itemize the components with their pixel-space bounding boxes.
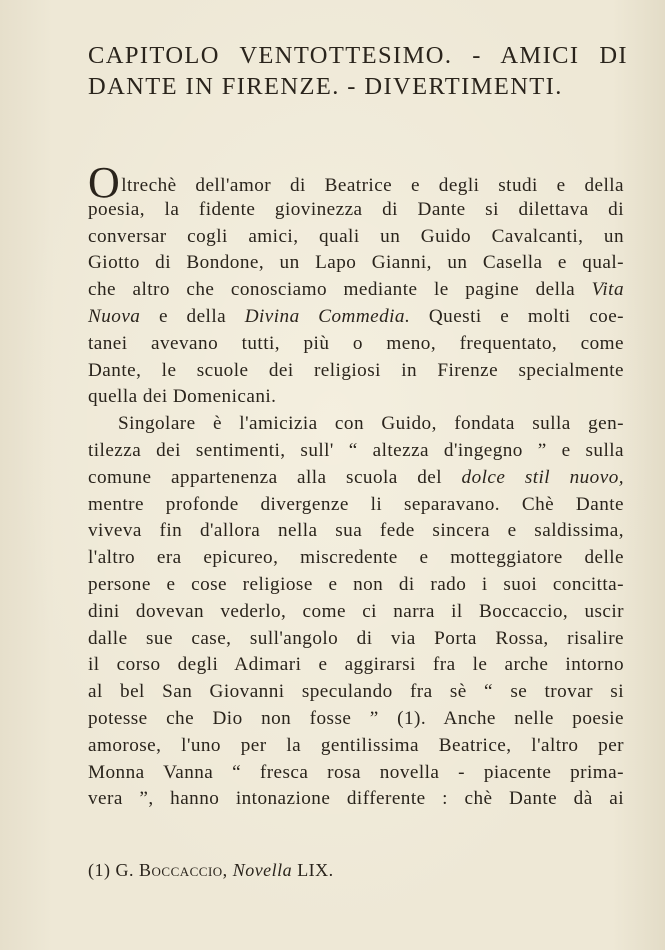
paragraph-1-line: tanei avevano tutti, più o meno, frequentato, come [88, 332, 624, 354]
paragraph-1-line: conversar cogli amici, quali un Guido Cavalcanti, un [88, 225, 624, 247]
paragraph-2-line: il corso degli Adimari e aggirarsi fra le arche intorno [88, 654, 624, 676]
footnote-author: Boccaccio, [139, 860, 228, 880]
footnote-marker: (1) G. [88, 860, 139, 880]
footnote [88, 858, 624, 882]
italic-title: Nuova [88, 305, 141, 327]
chapter-title-line-1: CAPITOLO VENTOTTESIMO. - AMICI DI [88, 42, 628, 69]
paragraph-2-line: potesse che Dio non fosse ” (1). Anche nelle poesie [88, 707, 624, 729]
paragraph-2-line: viveva fin d'allora nella sua fede sincera e saldissima, [88, 520, 624, 542]
italic-title: Divina Commedia. [244, 305, 411, 327]
paragraph-2-line: persone e cose religiose e non di rado i suoi concitta- [88, 573, 624, 595]
paragraph-2-line: Singolare è l'amicizia con Guido, fondata sulla gen- [118, 413, 624, 435]
body-text [88, 158, 625, 813]
paragraph-1-line: Oltrechè dell'amor di Beatrice e degli studi e della [88, 158, 624, 207]
italic-phrase: dolce stil nuovo, [461, 466, 624, 488]
italic-title: Vita [591, 279, 624, 301]
chapter-title [88, 40, 628, 102]
paragraph-1-line: Giotto di Bondone, un Lapo Gianni, un Casella e qual- [88, 252, 624, 274]
paragraph-2-line: amorose, l'uno per la gentilissima Beatrice, l'altro per [88, 734, 624, 756]
paragraph-2-line: vera ”, hanno intonazione differente : chè Dante dà ai [88, 788, 624, 810]
paragraph-2-line: comune appartenenza alla scuola del dolce stil nuovo, [88, 466, 624, 488]
paragraph-1-line: che altro che conosciamo mediante le pagine della Vita [88, 279, 624, 301]
paragraph-2-line: dini dovevan vederlo, come ci narra il Boccaccio, uscir [88, 600, 624, 622]
paragraph-1-line: poesia, la fidente giovinezza di Dante si dilettava di [88, 198, 624, 220]
paragraph-2-line: Monna Vanna “ fresca rosa novella - piacente prima- [88, 761, 624, 783]
footnote-work: Novella [232, 860, 293, 880]
footnote-number: LIX. [292, 860, 334, 880]
paragraph-2-line: tilezza dei sentimenti, sull' “ altezza d'ingegno ” e sulla [88, 439, 624, 461]
paragraph-1-line: Dante, le scuole dei religiosi in Firenze specialmente [88, 359, 624, 381]
chapter-title-line-2: DANTE IN FIRENZE. - DIVERTIMENTI. [88, 73, 563, 100]
paragraph-1-line: quella dei Domenicani. [88, 386, 277, 408]
paragraph-2-line: l'altro era epicureo, miscredente e motteggiatore delle [88, 547, 624, 569]
paragraph-2-line: al bel San Giovanni speculando fra sè “ se trovar si [88, 681, 624, 703]
paragraph-2-line: mentre profonde divergenze li separavano. Chè Dante [88, 493, 624, 515]
drop-cap: O [88, 158, 121, 207]
paragraph-2-line: dalle sue case, sull'angolo di via Porta Rossa, risalire [88, 627, 624, 649]
paragraph-1-line: Nuova e della Divina Commedia. Questi e molti coe- [88, 305, 625, 327]
